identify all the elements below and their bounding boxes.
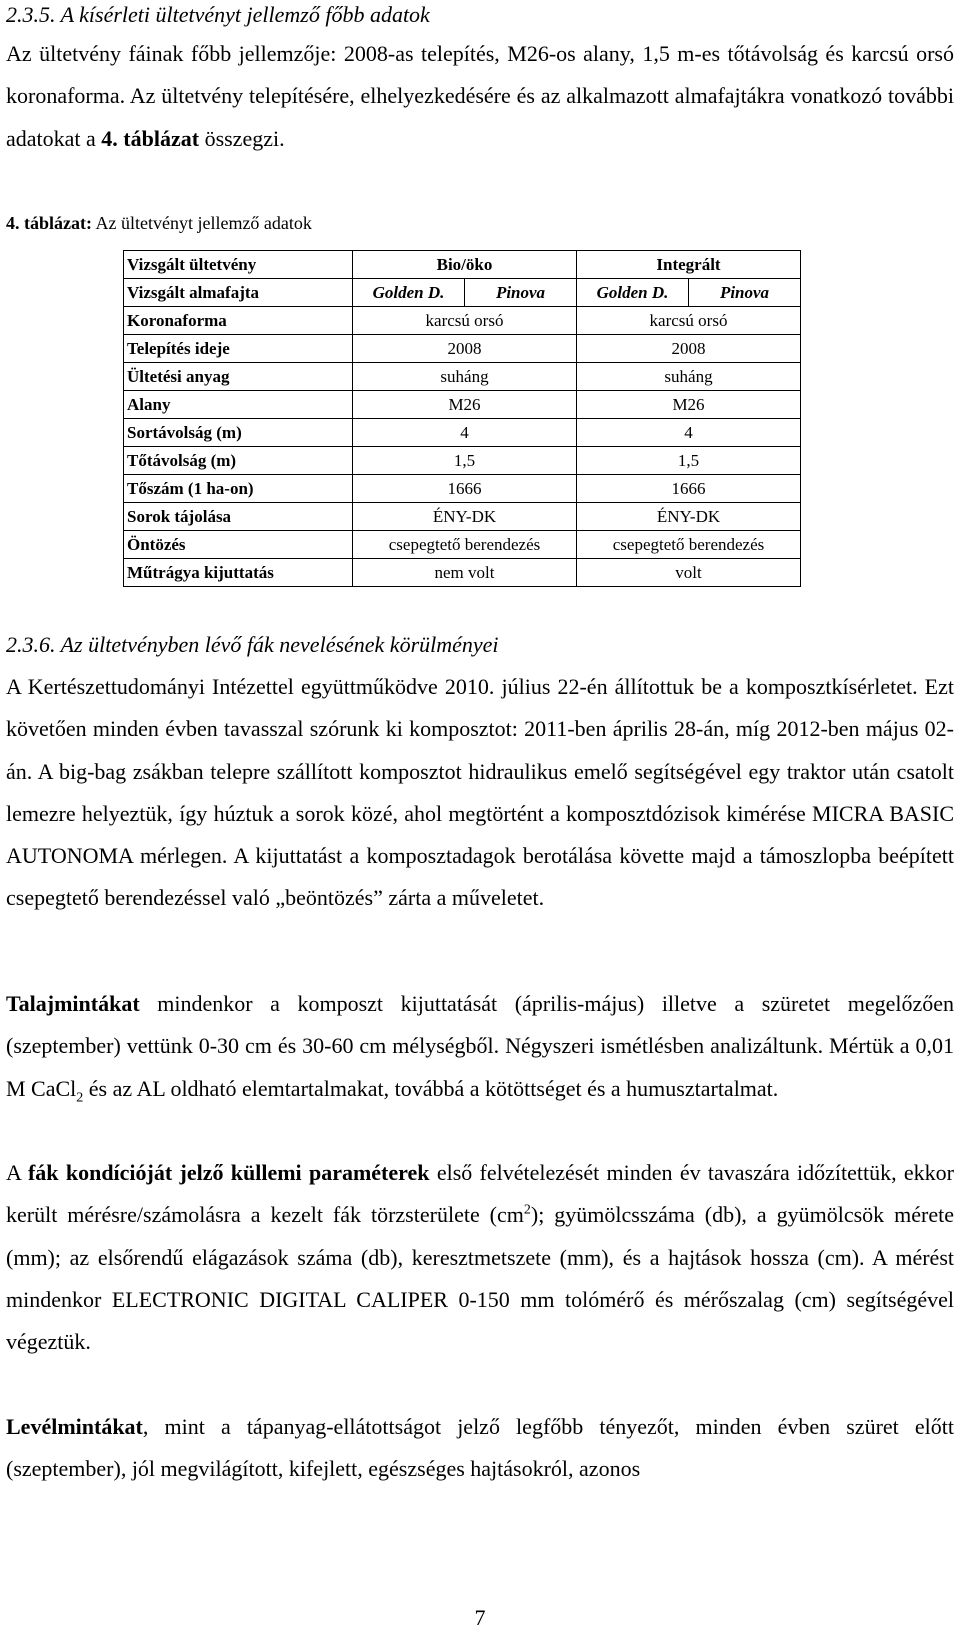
cell-integrated: karcsú orsó [577, 307, 801, 335]
table-row [124, 363, 801, 391]
cell-bio: M26 [353, 391, 577, 419]
plantation-data-table [123, 250, 801, 587]
paragraph-soil-samples: Talajmintákat mindenkor a komposzt kijuttatását (április-május) illetve a szüretet megelőzően (szeptember) vettünk 0-30 cm és 30-60 cm mélységből. Négyszeri ismétlésben analizáltunk. Mértük a 0,01 M CaCl$_2$ és az AL oldható elemtartalmakat, továbbá a kötöttséget és a humusztartalmat. [6, 991, 954, 1105]
row-label: Sortávolság (m) [124, 419, 353, 447]
cell-integrated: volt [577, 559, 801, 587]
group-bio: Bio/öko [353, 251, 577, 279]
section-heading-2-3-5: 2.3.5. A kísérleti ültetvényt jellemző főbb adatok [6, 2, 430, 27]
table-row [124, 503, 801, 531]
cell-integrated: M26 [577, 391, 801, 419]
row-label: Alany [124, 391, 353, 419]
cell-integrated: csepegtető berendezés [577, 531, 801, 559]
section-heading-2-3-6: 2.3.6. Az ültetvényben lévő fák nevelésének körülményei [6, 632, 499, 657]
row-label: Tőtávolság (m) [124, 447, 353, 475]
cell-bio: csepegtető berendezés [353, 531, 577, 559]
row-label: Műtrágya kijuttatás [124, 559, 353, 587]
page-number: 7 [474, 1605, 486, 1630]
cell-bio: karcsú orsó [353, 307, 577, 335]
variety-label: Vizsgált almafajta [124, 279, 353, 307]
cell-integrated: suháng [577, 363, 801, 391]
row-label: Tőszám (1 ha-on) [124, 475, 353, 503]
variety-cell: Pinova [689, 279, 801, 307]
paragraph-compost: A Kertészettudományi Intézettel együttműködve 2010. július 22-én állítottuk be a komposztkísérletet. Ezt követően minden évben tavasszal szórunk ki komposztot: 2011-ben április 28-án, míg 2012-ben május 02-án. A big-bag zsákban telepre szállított komposztot hidraulikus emelő segítségével egy traktor után csatolt lemezre helyeztük, így húztuk a sorok közé, ahol megtörtént a komposztdózisok kimérése MICRA BASIC AUTONOMA mérlegen. A kijuttatást a komposztadagok berotálása követte majd a támoszlopba beépített csepegtető berendezéssel való „beöntözés” zárta a műveletet. [6, 674, 954, 911]
cell-integrated: 1,5 [577, 447, 801, 475]
cell-integrated: ÉNY-DK [577, 503, 801, 531]
cell-bio: 4 [353, 419, 577, 447]
row-label: Ültetési anyag [124, 363, 353, 391]
cell-bio: ÉNY-DK [353, 503, 577, 531]
cell-integrated: 1666 [577, 475, 801, 503]
row-label: Telepítés ideje [124, 335, 353, 363]
intro-paragraph: Az ültetvény fáinak főbb jellemzője: 2008-as telepítés, M26-os alany, 1,5 m-es tőtávolság és karcsú orsó koronaforma. Az ültetvény telepítésére, elhelyezkedésére és az alkalmazott almafajtákra vonatkozó további adatokat a 4. táblázat összegzi. [6, 41, 954, 151]
table-variety-row [124, 279, 801, 307]
row-label: Koronaforma [124, 307, 353, 335]
variety-cell: Golden D. [577, 279, 689, 307]
cell-bio: 1666 [353, 475, 577, 503]
row-label: Sorok tájolása [124, 503, 353, 531]
table-header-row [124, 251, 801, 279]
table-row [124, 391, 801, 419]
cell-integrated: 4 [577, 419, 801, 447]
table-row [124, 335, 801, 363]
variety-cell: Golden D. [353, 279, 465, 307]
paragraph-tree-parameters: A fák kondícióját jelző küllemi paraméterek első felvételezését minden év tavaszára időzítettük, ekkor került mérésre/számolásra a kezelt fák törzsterülete $(cm^2)$; gyümölcsszáma (db), a gyümölcsök mérete (mm); az elsőrendű elágazások száma (db), keresztmetszete (mm), és a hajtások hossza (cm). A mérést mindenkor ELECTRONIC DIGITAL CALIPER 0-150 mm tolómérő és mérőszalag (cm) segítségével végeztük. [6, 1160, 954, 1355]
cell-bio: 2008 [353, 335, 577, 363]
table-row [124, 531, 801, 559]
header-label: Vizsgált ültetvény [124, 251, 353, 279]
cell-bio: nem volt [353, 559, 577, 587]
table-row [124, 475, 801, 503]
table-row [124, 419, 801, 447]
table-row [124, 559, 801, 587]
paragraph-leaf-samples: Levélmintákat, mint a tápanyag-ellátottságot jelző legfőbb tényezőt, minden évben szüret előtt (szeptember), jól megvilágított, kifejlett, egészséges hajtásokról, azonos [6, 1414, 954, 1482]
table-caption: 4. táblázat: Az ültetvényt jellemző adatok [6, 213, 312, 233]
group-integrated: Integrált [577, 251, 801, 279]
cell-integrated: 2008 [577, 335, 801, 363]
cell-bio: 1,5 [353, 447, 577, 475]
cell-bio: suháng [353, 363, 577, 391]
table-row [124, 447, 801, 475]
table-row [124, 307, 801, 335]
row-label: Öntözés [124, 531, 353, 559]
variety-cell: Pinova [465, 279, 577, 307]
